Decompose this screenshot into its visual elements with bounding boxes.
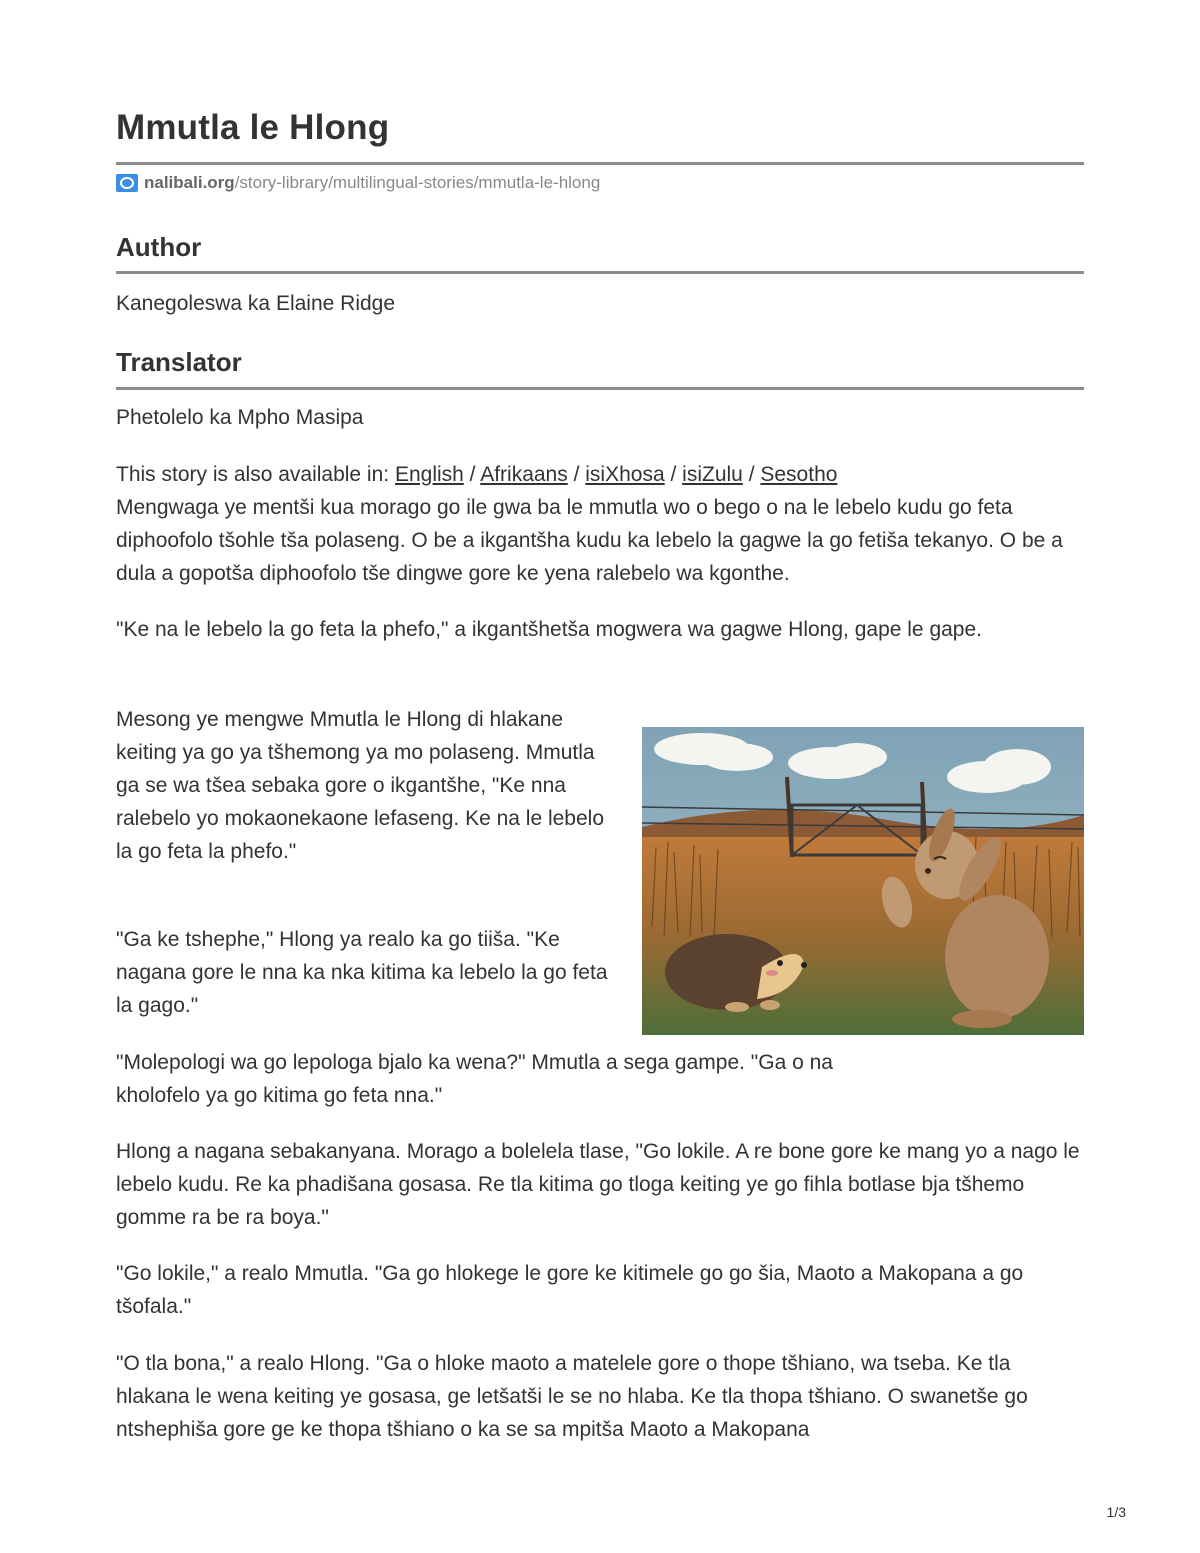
paragraph-6: Hlong a nagana sebakanyana. Morago a bolelela tlase, "Go lokile. A re bone gore ke mang yo a nago le lebelo kudu. Re ka phadišana gosasa. Re tla kitima go tloga keiting ye go fihla botlase bja tšhemo gomme ra be ra boya." [116, 1140, 1080, 1229]
link-english[interactable]: English [394, 463, 464, 486]
author-text: Kanegoleswa ka Elaine Ridge [116, 292, 396, 315]
paragraph-7: "Go lokile," a realo Mmutla. "Ga go hlokege le gore ke kitimele go go šia, Maoto a Makopana a go tšofala." [116, 1262, 1024, 1318]
author-heading: Author [116, 232, 202, 262]
paragraph-1: Mengwaga ye mentši kua morago go ile gwa ba le mmutla wo o bego o na le lebelo kudu go feta diphoofolo tšohle tša polaseng. O be a ikgantšha kudu ka lebelo la gagwe la go fetiša tekanyo. O be a dula a gopotša diphoofolo tše dingwe gore ke yena ralebelo wa kgonthe. [116, 496, 1063, 585]
paragraph-3: Mesong ye mengwe Mmutla le Hlong di hlakane keiting ya go ya tšhemong ya mo polaseng. Mmutla ga se wa tšea sebaka gore o ikgantšhe, "Ke nna ralebelo yo mokaonekaone lefaseng. Ke na le lebelo la go feta la phefo." [116, 708, 605, 863]
title-divider [116, 162, 1084, 165]
link-separator: / [463, 463, 481, 486]
paragraph-8: "O tla bona," a realo Hlong. "Ga o hloke maoto a matelele gore o thope tšhiano, wa tseba. Ke tla hlakana le wena keiting ye gosasa, ge letšatši le se no hlaba. Ke tla thopa tšhiano. O swanetše go ntshephiša gore ge ke thopa tšhiano o ka se sa mpitša Maoto a Makopana [116, 1352, 1028, 1441]
paragraph-4: "Ga ke tshephe," Hlong ya realo ka go tiiša. "Ke nagana gore le nna ka nka kitima ka lebelo la go feta la gago." [116, 928, 608, 1017]
link-separator: / [567, 463, 586, 486]
story-illustration [642, 727, 1084, 1035]
source-url[interactable] [116, 173, 600, 193]
source-host: nalibali.org [144, 173, 235, 192]
link-afrikaans[interactable]: Afrikaans [480, 463, 568, 486]
availability-prefix: This story is also available in: [116, 463, 395, 486]
author-divider [116, 271, 1084, 274]
page-number: 1/3 [1106, 1504, 1126, 1520]
paragraph-2: "Ke na le lebelo la go feta la phefo," a ikgantšhetša mogwera wa gagwe Hlong, gape le gape. [116, 618, 982, 641]
source-path: /story-library/multilingual-stories/mmutla-le-hlong [234, 173, 601, 192]
link-separator: / [742, 463, 761, 486]
paragraph-5: "Molepologi wa go lepologa bjalo ka wena?" Mmutla a sega gampe. "Ga o na kholofelo ya go kitima go feta nna." [116, 1051, 833, 1107]
translator-heading: Translator [116, 347, 242, 377]
globe-icon [116, 174, 138, 192]
link-isixhosa[interactable]: isiXhosa [585, 463, 665, 486]
translator-text: Phetolelo ka Mpho Masipa [116, 406, 364, 429]
availability-line [116, 458, 1084, 491]
link-sesotho[interactable]: Sesotho [760, 463, 838, 486]
link-separator: / [664, 463, 683, 486]
translator-divider [116, 387, 1084, 390]
link-isizulu[interactable]: isiZulu [682, 463, 743, 486]
page-title: Mmutla le Hlong [116, 108, 390, 147]
